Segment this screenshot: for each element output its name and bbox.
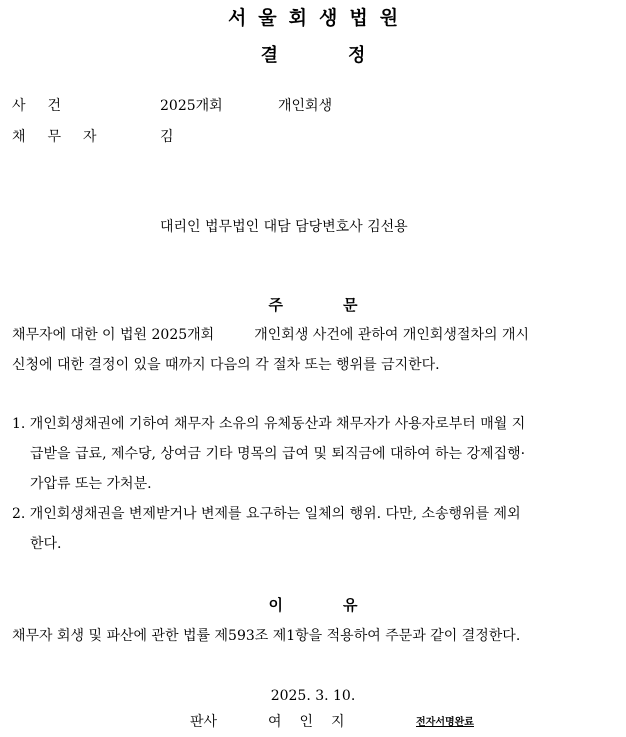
order-intro-line: 채무자에 대한 이 법원 2025개회 개인회생 사건에 관하여 개인회생절차의 개시 <box>12 327 530 343</box>
case-type: 개인회생 <box>278 98 333 114</box>
representative: 대리인 법무법인 대담 담당변호사 김선용 <box>160 219 408 235</box>
court-name: 서울회생법원 <box>227 7 411 29</box>
document-title: 결정 <box>260 45 436 66</box>
decision-date: 2025. 3. 10. <box>270 688 356 704</box>
judge-name: 여인지 <box>268 714 363 730</box>
judge-signature-row <box>0 711 626 733</box>
electronic-signature-note: 전자서명완료 <box>416 717 474 728</box>
debtor-label: 채무자 <box>12 129 119 145</box>
debtor-name: 김 <box>160 129 174 145</box>
case-label: 사건 <box>12 98 84 114</box>
order-item-1-line: 1. 개인회생채권에 기하여 채무자 소유의 유체동산과 채무자가 사용자로부터 매월 지 <box>12 416 526 432</box>
judge-title: 판사 <box>190 714 218 730</box>
order-items <box>12 409 612 559</box>
order-intro-line: 신청에 대한 결정이 있을 때까지 다음의 각 절차 또는 행위를 금지한다. <box>12 357 440 373</box>
order-item-2-line: 2. 개인회생채권을 변제받거나 변제를 요구하는 일체의 행위. 다만, 소송행위를 제외 <box>12 506 521 522</box>
order-item-1-line: 급받을 급료, 제수당, 상여금 기타 명목의 급여 및 퇴직금에 대하여 하는 강제집행· <box>30 446 526 462</box>
case-number: 2025개회 <box>160 98 223 114</box>
order-item-2-line: 한다. <box>30 536 62 552</box>
order-heading: 주문 <box>268 296 418 314</box>
reason-text <box>12 621 612 651</box>
order-intro <box>12 320 612 380</box>
reason-heading: 이유 <box>268 596 418 614</box>
reason-line: 채무자 회생 및 파산에 관한 법률 제593조 제1항을 적용하여 주문과 같이 결정한다. <box>12 628 521 644</box>
order-item-1-line: 가압류 또는 가처분. <box>30 476 152 492</box>
